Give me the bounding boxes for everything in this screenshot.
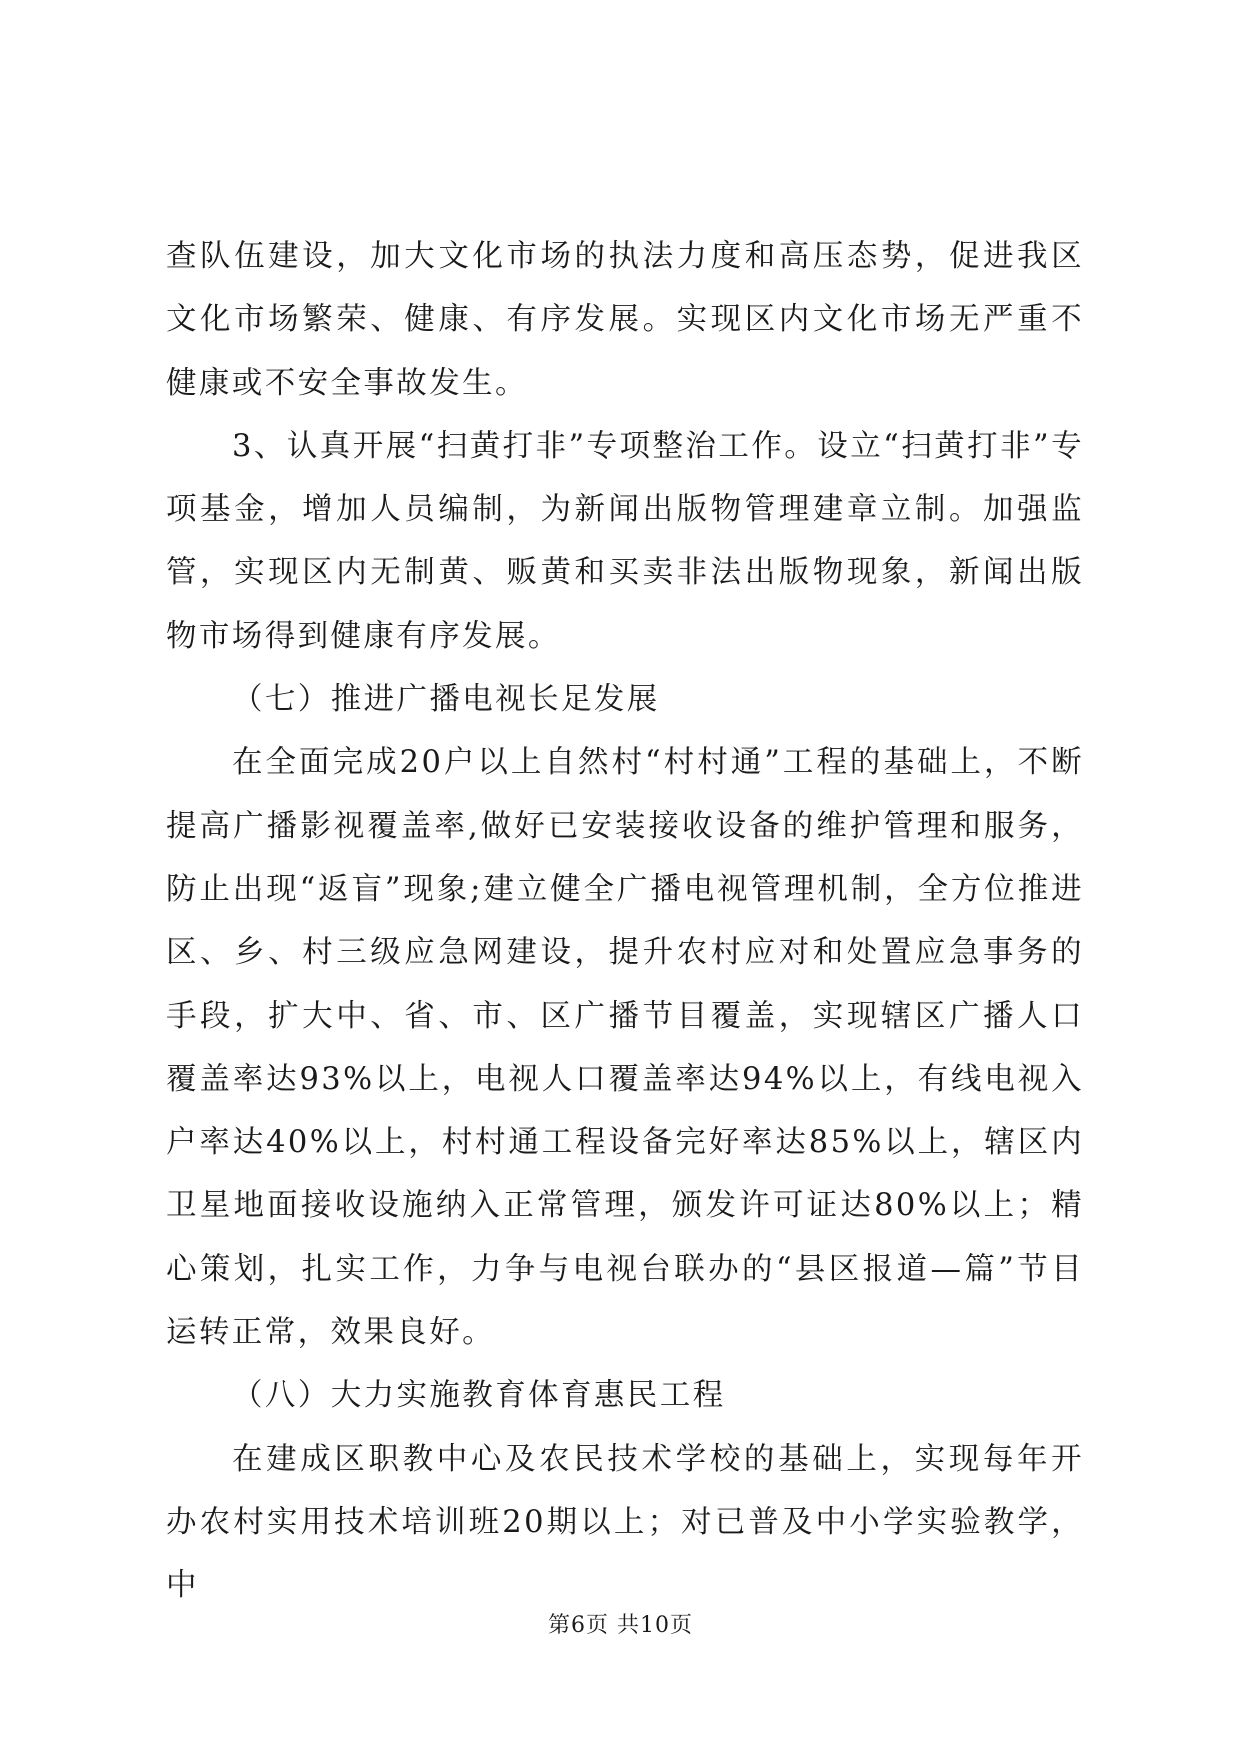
document-body xyxy=(166,225,1084,1618)
section-heading-7: （七）推进广播电视长足发展 xyxy=(232,682,660,718)
paragraph-broadcast: 在全面完成20户以上自然村“村村通”工程的基础上，不断提高广播影视覆盖率,做好已安装接收设备的维护管理和服务，防止出现“返盲”现象;建立健全广播电视管理机制，全方位推进区、乡、村三级应急网建设，提升农村应对和处置应急事务的手段，扩大中、省、市、区广播节目覆盖，实现辖区广播人口覆盖率达93%以上，电视人口覆盖率达94%以上，有线电视入户率达40%以上，村村通工程设备完好率达85%以上，辖区内卫星地面接收设施纳入正常管理，颁发许可证达80%以上；精心策划，扎实工作，力争与电视台联办的“县区报道—篇”节目运转正常，效果良好。 xyxy=(166,745,1084,1351)
paragraph-education: 在建成区职教中心及农民技术学校的基础上，实现每年开办农村实用技术培训班20期以上；对已普及中小学实验教学，中 xyxy=(166,1441,1084,1604)
paragraph-continuation: 查队伍建设，加大文化市场的执法力度和高压态势，促进我区文化市场繁荣、健康、有序发展。实现区内文化市场无严重不健康或不安全事故发生。 xyxy=(166,239,1084,401)
section-heading-8: （八）大力实施教育体育惠民工程 xyxy=(232,1378,726,1414)
paragraph-item-3: 3、认真开展“扫黄打非”专项整治工作。设立“扫黄打非”专项基金，增加人员编制，为新闻出版物管理建章立制。加强监管，实现区内无制黄、贩黄和买卖非法出版物现象，新闻出版物市场得到健康有序发展。 xyxy=(166,428,1084,654)
page-number: 第6页 共10页 xyxy=(548,1613,693,1638)
